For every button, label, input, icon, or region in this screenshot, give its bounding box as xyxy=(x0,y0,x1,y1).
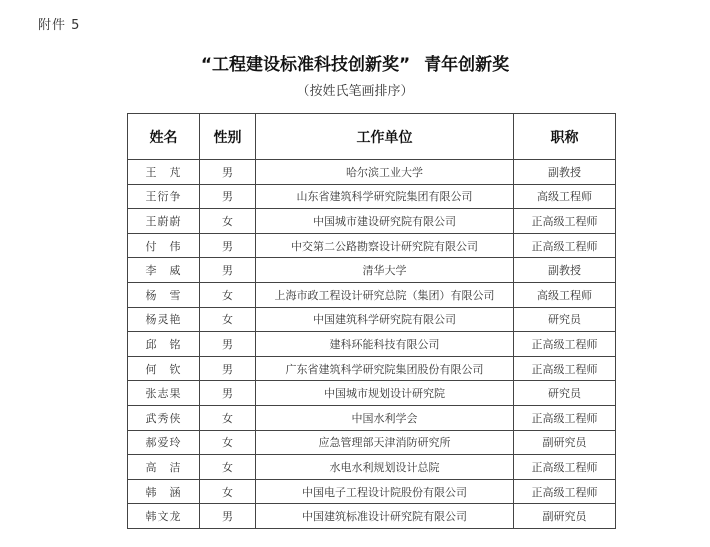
cell-gender: 男 xyxy=(200,381,256,406)
cell-name: 邱 铭 xyxy=(128,332,200,357)
cell-gender: 男 xyxy=(200,258,256,283)
table-row xyxy=(128,356,616,381)
cell-name: 王衍争 xyxy=(128,184,200,209)
cell-professional-title: 研究员 xyxy=(514,381,616,406)
cell-name: 王蔚蔚 xyxy=(128,209,200,234)
cell-professional-title: 正高级工程师 xyxy=(514,405,616,430)
cell-work-unit: 应急管理部天津消防研究所 xyxy=(256,430,514,455)
cell-gender: 男 xyxy=(200,356,256,381)
cell-professional-title: 正高级工程师 xyxy=(514,455,616,480)
page-subtitle: （按姓氏笔画排序） xyxy=(296,84,414,99)
cell-gender: 男 xyxy=(200,332,256,357)
cell-gender: 女 xyxy=(200,307,256,332)
cell-name: 韩 涵 xyxy=(128,479,200,504)
header-name: 姓名 xyxy=(128,114,200,160)
cell-gender: 女 xyxy=(200,430,256,455)
cell-name: 王 芃 xyxy=(128,160,200,185)
cell-name: 武秀侠 xyxy=(128,405,200,430)
cell-work-unit: 中国城市规划设计研究院 xyxy=(256,381,514,406)
cell-name: 何 钦 xyxy=(128,356,200,381)
table-row xyxy=(128,381,616,406)
cell-professional-title: 副教授 xyxy=(514,160,616,185)
cell-name: 李 威 xyxy=(128,258,200,283)
cell-professional-title: 正高级工程师 xyxy=(514,209,616,234)
cell-work-unit: 中国电子工程设计院股份有限公司 xyxy=(256,479,514,504)
cell-name: 杨灵艳 xyxy=(128,307,200,332)
cell-work-unit: 中国建筑科学研究院有限公司 xyxy=(256,307,514,332)
cell-professional-title: 研究员 xyxy=(514,307,616,332)
page-title xyxy=(0,50,710,75)
cell-work-unit: 广东省建筑科学研究院集团股份有限公司 xyxy=(256,356,514,381)
cell-gender: 女 xyxy=(200,405,256,430)
table-row xyxy=(128,479,616,504)
cell-professional-title: 副研究员 xyxy=(514,504,616,529)
cell-gender: 男 xyxy=(200,504,256,529)
cell-work-unit: 建科环能科技有限公司 xyxy=(256,332,514,357)
cell-professional-title: 正高级工程师 xyxy=(514,332,616,357)
title-award-name: “工程建设标准科技创新奖” xyxy=(200,55,411,75)
cell-gender: 男 xyxy=(200,184,256,209)
cell-name: 付 伟 xyxy=(128,233,200,258)
table-row xyxy=(128,332,616,357)
table-row xyxy=(128,258,616,283)
cell-professional-title: 正高级工程师 xyxy=(514,479,616,504)
cell-professional-title: 高级工程师 xyxy=(514,184,616,209)
table-row xyxy=(128,504,616,529)
cell-work-unit: 山东省建筑科学研究院集团有限公司 xyxy=(256,184,514,209)
table-row xyxy=(128,430,616,455)
cell-professional-title: 高级工程师 xyxy=(514,282,616,307)
table-header-row xyxy=(128,114,616,160)
cell-work-unit: 中交第二公路勘察设计研究院有限公司 xyxy=(256,233,514,258)
cell-work-unit: 上海市政工程设计研究总院（集团）有限公司 xyxy=(256,282,514,307)
table-row xyxy=(128,160,616,185)
cell-name: 张志果 xyxy=(128,381,200,406)
winners-table xyxy=(127,113,616,529)
cell-gender: 女 xyxy=(200,455,256,480)
cell-work-unit: 哈尔滨工业大学 xyxy=(256,160,514,185)
cell-professional-title: 副研究员 xyxy=(514,430,616,455)
cell-work-unit: 清华大学 xyxy=(256,258,514,283)
table-row xyxy=(128,184,616,209)
header-professional-title: 职称 xyxy=(514,114,616,160)
table-row xyxy=(128,282,616,307)
table-row xyxy=(128,455,616,480)
header-gender: 性别 xyxy=(200,114,256,160)
title-award-category: 青年创新奖 xyxy=(424,55,510,75)
table-row xyxy=(128,307,616,332)
cell-gender: 男 xyxy=(200,233,256,258)
attachment-label: 附件 5 xyxy=(38,18,81,33)
header-work-unit: 工作单位 xyxy=(256,114,514,160)
cell-name: 杨 雪 xyxy=(128,282,200,307)
cell-gender: 女 xyxy=(200,282,256,307)
cell-work-unit: 中国水利学会 xyxy=(256,405,514,430)
table-row xyxy=(128,233,616,258)
table-row xyxy=(128,405,616,430)
cell-gender: 女 xyxy=(200,479,256,504)
cell-name: 高 洁 xyxy=(128,455,200,480)
cell-work-unit: 水电水利规划设计总院 xyxy=(256,455,514,480)
cell-gender: 男 xyxy=(200,160,256,185)
cell-name: 韩文龙 xyxy=(128,504,200,529)
cell-name: 郝爱玲 xyxy=(128,430,200,455)
table-row xyxy=(128,209,616,234)
cell-work-unit: 中国建筑标准设计研究院有限公司 xyxy=(256,504,514,529)
cell-professional-title: 正高级工程师 xyxy=(514,356,616,381)
cell-gender: 女 xyxy=(200,209,256,234)
cell-work-unit: 中国城市建设研究院有限公司 xyxy=(256,209,514,234)
cell-professional-title: 副教授 xyxy=(514,258,616,283)
cell-professional-title: 正高级工程师 xyxy=(514,233,616,258)
